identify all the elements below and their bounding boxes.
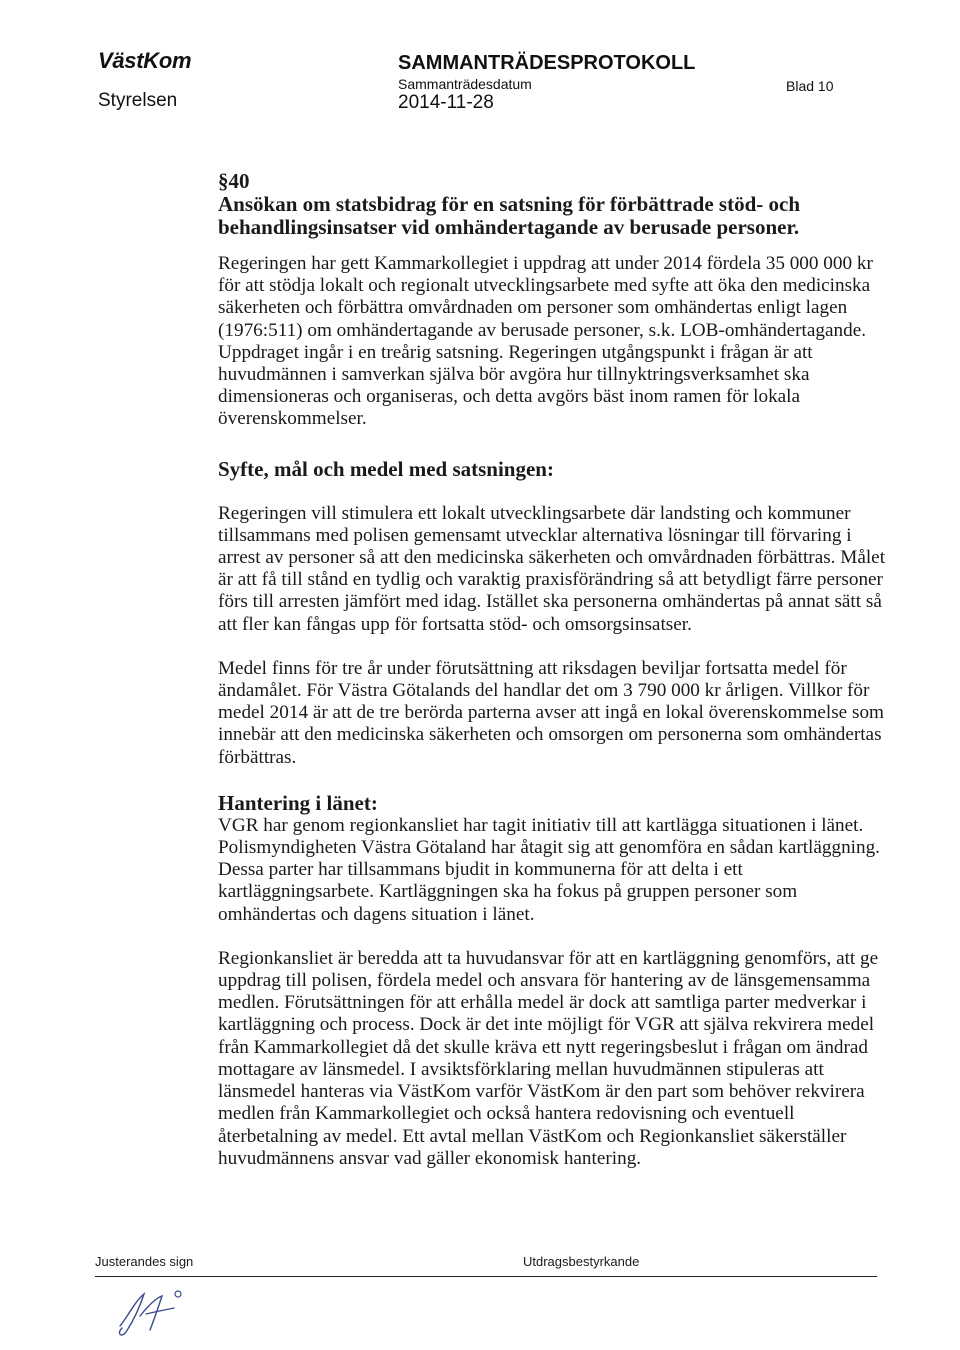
org-name: VästKom	[98, 48, 192, 73]
paragraph-background: Regeringen har gett Kammarkollegiet i uppdrag att under 2014 fördela 35 000 000 kr för att stödja lokalt och regionalt utvecklingsarbete med syfte att öka den medicinska säkerheten och förbättra omvårdnaden om personer som omhändertas enligt lagen (1976:511) om omhändertagande av berusade personer, s.k. LOB-omhändertagande. Uppdraget ingår i en treårig satsning. Regeringen utgångspunkt i frågan är att huvudmännen i samverkan själva bör avgöra hur tillnyktringsverksamhet ska dimensioneras och organiseras, och detta avgörs bäst inom ramen för lokala överenskommelser.	[218, 253, 873, 430]
heading-handling: Hantering i länet:	[218, 790, 378, 815]
paragraph-handling: VGR har genom regionkansliet har tagit initiativ till att kartlägga situationen i länet. Polismyndigheten Västra Götaland har åtagit sig att genomföra en sådan kartläggning. Dessa parter har tillsammans bjudit in kommunerna för att delta i ett kartläggningsarbete. Kartläggningen ska ha fokus på gruppen personer som omhändertas och dagens situation i länet.	[218, 814, 880, 925]
signature-stroke-4	[175, 1291, 181, 1297]
heading-purpose: Syfte, mål och medel med satsningen:	[218, 456, 554, 481]
extract-certification-label: Utdragsbestyrkande	[523, 1254, 640, 1269]
section-title: Ansökan om statsbidrag för en satsning för förbättrade stöd- och behandlingsinsatser vid omhändertagande av berusade personer.	[218, 192, 801, 239]
paragraph-number: §40	[218, 169, 250, 193]
document-type: SAMMANTRÄDESPROTOKOLL	[398, 52, 696, 74]
adjuster-sign-label: Justerandes sign	[95, 1254, 194, 1269]
paragraph-funding: Medel finns för tre år under förutsättning att riksdagen beviljar fortsatta medel för ändamålet. För Västra Götalands del handlar det om 3 790 000 kr årligen. Villkor för medel 2014 är att de tre berörda parterna avser att ingå en lokal överenskommelse som innebär att den medicinska säkerheten och omsorgen om personerna som omhändertas förbättras.	[218, 657, 884, 768]
signature-stroke-1	[119, 1294, 144, 1335]
signature-footer	[95, 1252, 877, 1277]
signature-stroke-3	[146, 1308, 174, 1314]
paragraph-purpose: Regeringen vill stimulera ett lokalt utvecklingsarbete där landsting och kommuner tillsammans med polisen gemensamt utvecklar alternativa lösningar till förvaring i arrest av personer så att den medicinska säkerheten och omvårdnaden förbättras. Målet är att få till stånd en tydlig och varaktig praxisförändring så att betydligt färre personer förs till arresten jämfört med idag. Istället ska personerna omhändertas på annat sätt så att fler kan fångas upp för fortsatta stöd- och omsorgsinsatser.	[218, 502, 886, 635]
meeting-date-label: Sammanträdesdatum	[398, 76, 532, 92]
page-number: Blad 10	[786, 78, 834, 94]
document-body	[218, 170, 888, 1170]
board-name: Styrelsen	[98, 90, 178, 111]
handwritten-signature	[110, 1286, 190, 1342]
meeting-date: 2014-11-28	[398, 92, 494, 113]
paragraph-responsibility: Regionkansliet är beredda att ta huvudansvar för att en kartläggning genomförs, att ge uppdrag till polisen, fördela medel och ansvara för hantering av de länsgemensamma medlen. Förutsättningen för att erhålla medel är dock att samtliga parter medverkar i kartläggning och process. Dock är det inte möjligt för VGR att själva rekvirera medel från Kammarkollegiet då det skulle kräva ett nytt regeringsbeslut i frågan om ändrad mottagare av länsmedel. I avsiktsförklaring mellan huvudmännen stipuleras att länsmedel hanteras via VästKom varför VästKom är den part som behöver rekvirera medlen från Kammarkollegiet och också hantera redovisning och eventuell återbetalning av medel. Ett avtal mellan VästKom och Regionkansliet säkerställer huvudmännens ansvar vad gäller ekonomisk hantering.	[218, 947, 879, 1169]
